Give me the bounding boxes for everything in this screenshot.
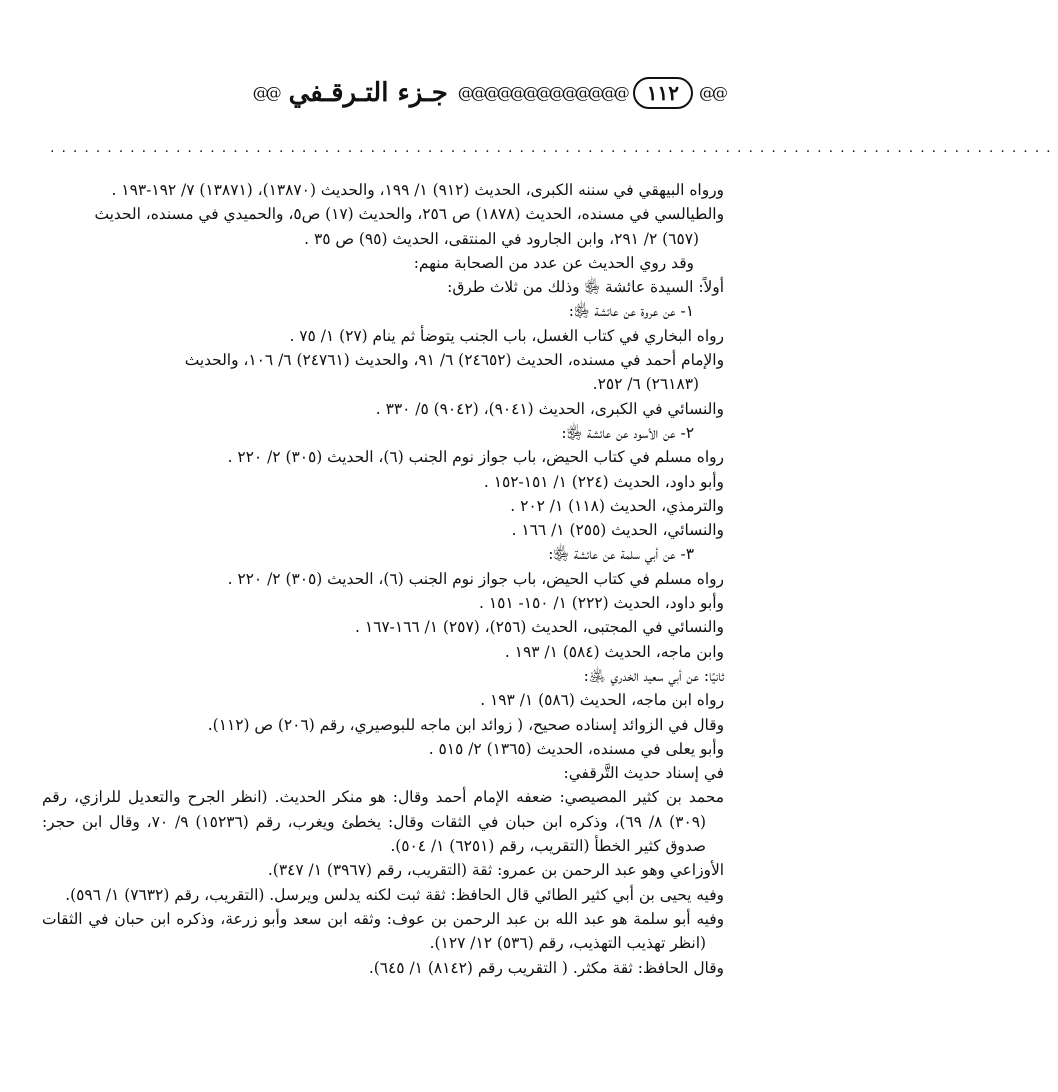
text-line: رواه مسلم في كتاب الحيض، باب جواز نوم الجنب (٦)، الحديث (٣٠٥) ٢/ ٢٢٠ .	[227, 569, 724, 588]
text-line: وقد روي الحديث عن عدد من الصحابة منهم:	[413, 253, 694, 272]
narrator-paragraph: وقال الحافظ: ثقة مكثر. ( التقريب رقم (٨١٤٢) ١/ ٦٤٥).	[368, 958, 724, 977]
text-line: ورواه البيهقي في سننه الكبرى، الحديث (٩١٢) ١/ ١٩٩، والحديث (١٣٨٧٠)، (١٣٨٧١) ٧/ ١٩٢-١٩٣ .	[111, 181, 724, 199]
subsection-heading: ٢- عن الأسود عن عائشة ﵂:	[561, 423, 694, 442]
text-line: رواه ابن ماجه، الحديث (٥٨٦) ١/ ١٩٣ .	[480, 691, 724, 710]
narrator-paragraph: وفيه يحيى بن أبي كثير الطائي قال الحافظ: ثقة ثبت لكنه يدلس ويرسل. (التقريب، رقم (٧٦٣٢) ١/ ٥٩٦).	[65, 885, 724, 904]
dotted-separator: ........................................................................................	[50, 140, 1058, 156]
ornament-left-glyphs: @@	[252, 83, 279, 102]
narrator-paragraph: محمد بن كثير المصيصي: ضعفه الإمام أحمد وقال: هو منكر الحديث. (انظر الجرح والتعديل للرازي، رقم (٣٠٩) ٨/ ٦٩)، وذكره ابن حبان في الثقات وقال: يخطئ ويغرب، رقم (١٥٢٣٦) ٩/ ٧٠، وقال ابن حجر: صدوق كثير الخطأ (التقريب، رقم (٦٢٥١) ١/ ٥٠٤).	[42, 788, 724, 856]
ornament-right-glyphs: @@	[699, 83, 725, 102]
section-heading: ثانيًا: عن أبي سعيد الخدري ﵁:	[583, 666, 724, 685]
text-line: والترمذي، الحديث (١١٨) ١/ ٢٠٢ .	[510, 496, 724, 515]
ornament-long-glyphs: @@@@@@@@@@@@@	[457, 83, 627, 102]
text-line: وقال في الزوائد إسناده صحيح، ( زوائد ابن ماجه للبوصيري، رقم (٢٠٦) ص (١١٢).	[207, 715, 724, 734]
page-body	[42, 178, 724, 980]
text-line: وأبو يعلى في مسنده، الحديث (١٣٦٥) ٢/ ٥١٥ .	[428, 739, 724, 758]
narrator-paragraph: وفيه أبو سلمة هو عبد الله بن عبد الرحمن بن عوف: وثقه ابن سعد وأبو زرعة، وذكره ابن حبان في الثقات (انظر تهذيب التهذيب، رقم (٥٣٦) ١٢/ ١٢٧).	[42, 909, 724, 953]
text-line: والنسائي في الكبرى، الحديث (٩٠٤١)، (٩٠٤٢) ٥/ ٣٣٠ .	[375, 399, 724, 418]
text-line: رواه البخاري في كتاب الغسل، باب الجنب يتوضأ ثم ينام (٢٧) ١/ ٧٥ .	[289, 326, 724, 345]
section-heading: أولاً: السيدة عائشة ﵂ وذلك من ثلاث طرق:	[447, 278, 724, 297]
book-title: جـزء التـرقـفي	[288, 78, 448, 108]
subsection-heading: ١- عن عروة عن عائشة ﵂:	[568, 302, 694, 321]
ornament-right	[699, 85, 725, 101]
page-number: ١١٢	[633, 77, 693, 109]
narrator-paragraph: الأوزاعي وهو عبد الرحمن بن عمرو: ثقة (التقريب، رقم (٣٩٦٧) ١/ ٣٤٧).	[267, 861, 724, 880]
text-line: والنسائي، الحديث (٢٥٥) ١/ ١٦٦ .	[511, 521, 724, 540]
subsection-heading: ٣- عن أبي سلمة عن عائشة ﵂:	[548, 545, 694, 564]
ornament-left	[253, 85, 279, 101]
text-line: (٦٥٧) ٢/ ٢٩١، وابن الجارود في المنتقى، الحديث (٩٥) ص ٣٥ .	[304, 229, 699, 248]
text-line: رواه مسلم في كتاب الحيض، باب جواز نوم الجنب (٦)، الحديث (٣٠٥) ٢/ ٢٢٠ .	[227, 448, 724, 467]
ornament-long	[458, 85, 627, 101]
text-line: وأبو داود، الحديث (٢٢٢) ١/ ١٥٠- ١٥١ .	[479, 594, 724, 613]
text-line: والإمام أحمد في مسنده، الحديث (٢٤٦٥٢) ٦/ ٩١، والحديث (٢٤٧٦١) ٦/ ١٠٦، والحديث	[184, 351, 724, 370]
text-line: والنسائي في المجتبى، الحديث (٢٥٦)، (٢٥٧) ١/ ١٦٦-١٦٧ .	[355, 618, 724, 637]
text-line: وابن ماجه، الحديث (٥٨٤) ١/ ١٩٣ .	[504, 642, 724, 661]
text-line: وأبو داود، الحديث (٢٢٤) ١/ ١٥١-١٥٢ .	[483, 472, 724, 491]
text-line: (٢٦١٨٣) ٦/ ٢٥٢.	[592, 375, 699, 394]
section-heading: في إسناد حديث التَّرقفي:	[563, 764, 724, 783]
text-line: والطيالسي في مسنده، الحديث (١٨٧٨) ص ٢٥٦، والحديث (١٧) ص٥، والحميدي في مسنده، الحديث	[94, 205, 724, 224]
page-header	[30, 70, 725, 116]
